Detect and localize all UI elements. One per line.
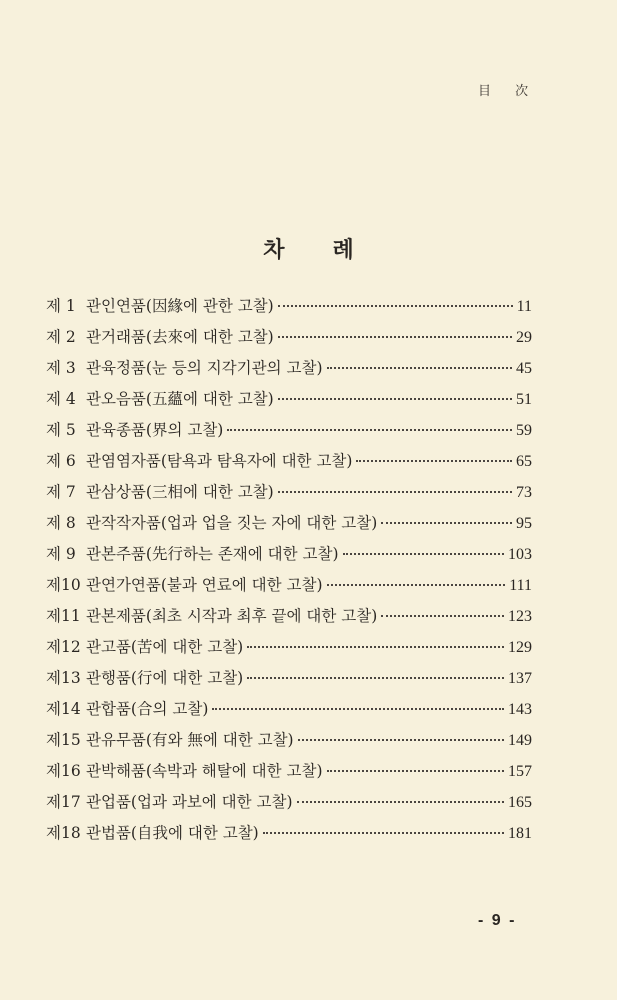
page-ref: 143 <box>508 701 532 718</box>
leader-dots <box>298 739 504 741</box>
leader-dots <box>227 429 512 431</box>
toc-entry <box>46 666 532 697</box>
toc-entry <box>46 573 532 604</box>
chapter-number: 제18 <box>46 824 81 842</box>
leader-dots <box>297 801 504 803</box>
chapter-number: 제 9 <box>46 545 76 563</box>
chapter-title: 관고품(苦에 대한 고찰) <box>86 638 244 656</box>
toc-entry <box>46 542 532 573</box>
page-ref: 65 <box>516 453 532 470</box>
toc-entry <box>46 635 532 666</box>
chapter-number: 제 3 <box>46 359 76 377</box>
toc-entry <box>46 728 532 759</box>
leader-dots <box>247 646 504 648</box>
chapter-number: 제11 <box>46 607 81 625</box>
page-ref: 59 <box>516 422 532 439</box>
leader-dots <box>356 460 512 462</box>
leader-dots <box>278 336 512 338</box>
toc-entry <box>46 790 532 821</box>
chapter-number: 제 7 <box>46 483 76 501</box>
leader-dots <box>327 770 505 772</box>
chapter-title: 관업품(업과 과보에 대한 고찰) <box>86 793 293 811</box>
leader-dots <box>327 584 506 586</box>
table-of-contents <box>46 294 532 852</box>
toc-entry <box>46 759 532 790</box>
chapter-title: 관오음품(五蘊에 대한 고찰) <box>86 390 274 408</box>
running-head: 目 次 <box>478 84 539 99</box>
page-ref: 73 <box>516 484 532 501</box>
chapter-number: 제 2 <box>46 328 76 346</box>
leader-dots <box>263 832 504 834</box>
page-ref: 111 <box>509 577 532 594</box>
chapter-title: 관인연품(因緣에 관한 고찰) <box>86 297 274 315</box>
page-ref: 165 <box>508 794 532 811</box>
chapter-number: 제 6 <box>46 452 76 470</box>
leader-dots <box>247 677 504 679</box>
chapter-title: 관삼상품(三相에 대한 고찰) <box>86 483 274 501</box>
page-ref: 157 <box>508 763 532 780</box>
chapter-number: 제 5 <box>46 421 76 439</box>
toc-entry <box>46 821 532 852</box>
title-char-1: 차 <box>263 237 285 263</box>
toc-entry <box>46 325 532 356</box>
chapter-title: 관육종품(界의 고찰) <box>86 421 224 439</box>
leader-dots <box>212 708 504 710</box>
page-ref: 45 <box>516 360 532 377</box>
leader-dots <box>278 305 513 307</box>
chapter-title: 관행품(行에 대한 고찰) <box>86 669 244 687</box>
chapter-number: 제 8 <box>46 514 76 532</box>
toc-entry <box>46 294 532 325</box>
toc-entry <box>46 449 532 480</box>
page-number: - 9 - <box>478 912 517 929</box>
leader-dots <box>343 553 504 555</box>
chapter-title: 관본주품(先行하는 존재에 대한 고찰) <box>86 545 339 563</box>
chapter-title: 관유무품(有와 無에 대한 고찰) <box>86 731 294 749</box>
chapter-number: 제15 <box>46 731 81 749</box>
leader-dots <box>278 398 512 400</box>
page-ref: 149 <box>508 732 532 749</box>
chapter-title: 관법품(自我에 대한 고찰) <box>86 824 259 842</box>
chapter-number: 제16 <box>46 762 81 780</box>
page-ref: 11 <box>516 298 532 315</box>
chapter-title: 관연가연품(불과 연료에 대한 고찰) <box>86 576 323 594</box>
leader-dots <box>278 491 512 493</box>
chapter-number: 제17 <box>46 793 81 811</box>
toc-entry <box>46 697 532 728</box>
chapter-title: 관염염자품(탐욕과 탐욕자에 대한 고찰) <box>86 452 353 470</box>
chapter-title: 관본제품(최초 시작과 최후 끝에 대한 고찰) <box>86 607 378 625</box>
leader-dots <box>381 615 504 617</box>
chapter-number: 제13 <box>46 669 81 687</box>
page-ref: 129 <box>508 639 532 656</box>
chapter-number: 제12 <box>46 638 81 656</box>
leader-dots <box>327 367 513 369</box>
chapter-title: 관박해품(속박과 해탈에 대한 고찰) <box>86 762 323 780</box>
page-ref: 51 <box>516 391 532 408</box>
chapter-number: 제 4 <box>46 390 76 408</box>
chapter-title: 관거래품(去來에 대한 고찰) <box>86 328 274 346</box>
page-ref: 103 <box>508 546 532 563</box>
chapter-title: 관합품(合의 고찰) <box>86 700 209 718</box>
page-ref: 123 <box>508 608 532 625</box>
title-char-2: 례 <box>332 237 354 263</box>
page-ref: 95 <box>516 515 532 532</box>
leader-dots <box>381 522 512 524</box>
chapter-title: 관육정품(눈 등의 지각기관의 고찰) <box>86 359 323 377</box>
page-title <box>0 233 617 264</box>
page-ref: 29 <box>516 329 532 346</box>
chapter-title: 관작작자품(업과 업을 짓는 자에 대한 고찰) <box>86 514 378 532</box>
toc-entry <box>46 511 532 542</box>
toc-entry <box>46 604 532 635</box>
toc-entry <box>46 356 532 387</box>
toc-entry <box>46 480 532 511</box>
toc-entry <box>46 387 532 418</box>
chapter-number: 제 1 <box>46 297 76 315</box>
page-ref: 137 <box>508 670 532 687</box>
page-ref: 181 <box>508 825 532 842</box>
toc-entry <box>46 418 532 449</box>
chapter-number: 제14 <box>46 700 81 718</box>
chapter-number: 제10 <box>46 576 81 594</box>
